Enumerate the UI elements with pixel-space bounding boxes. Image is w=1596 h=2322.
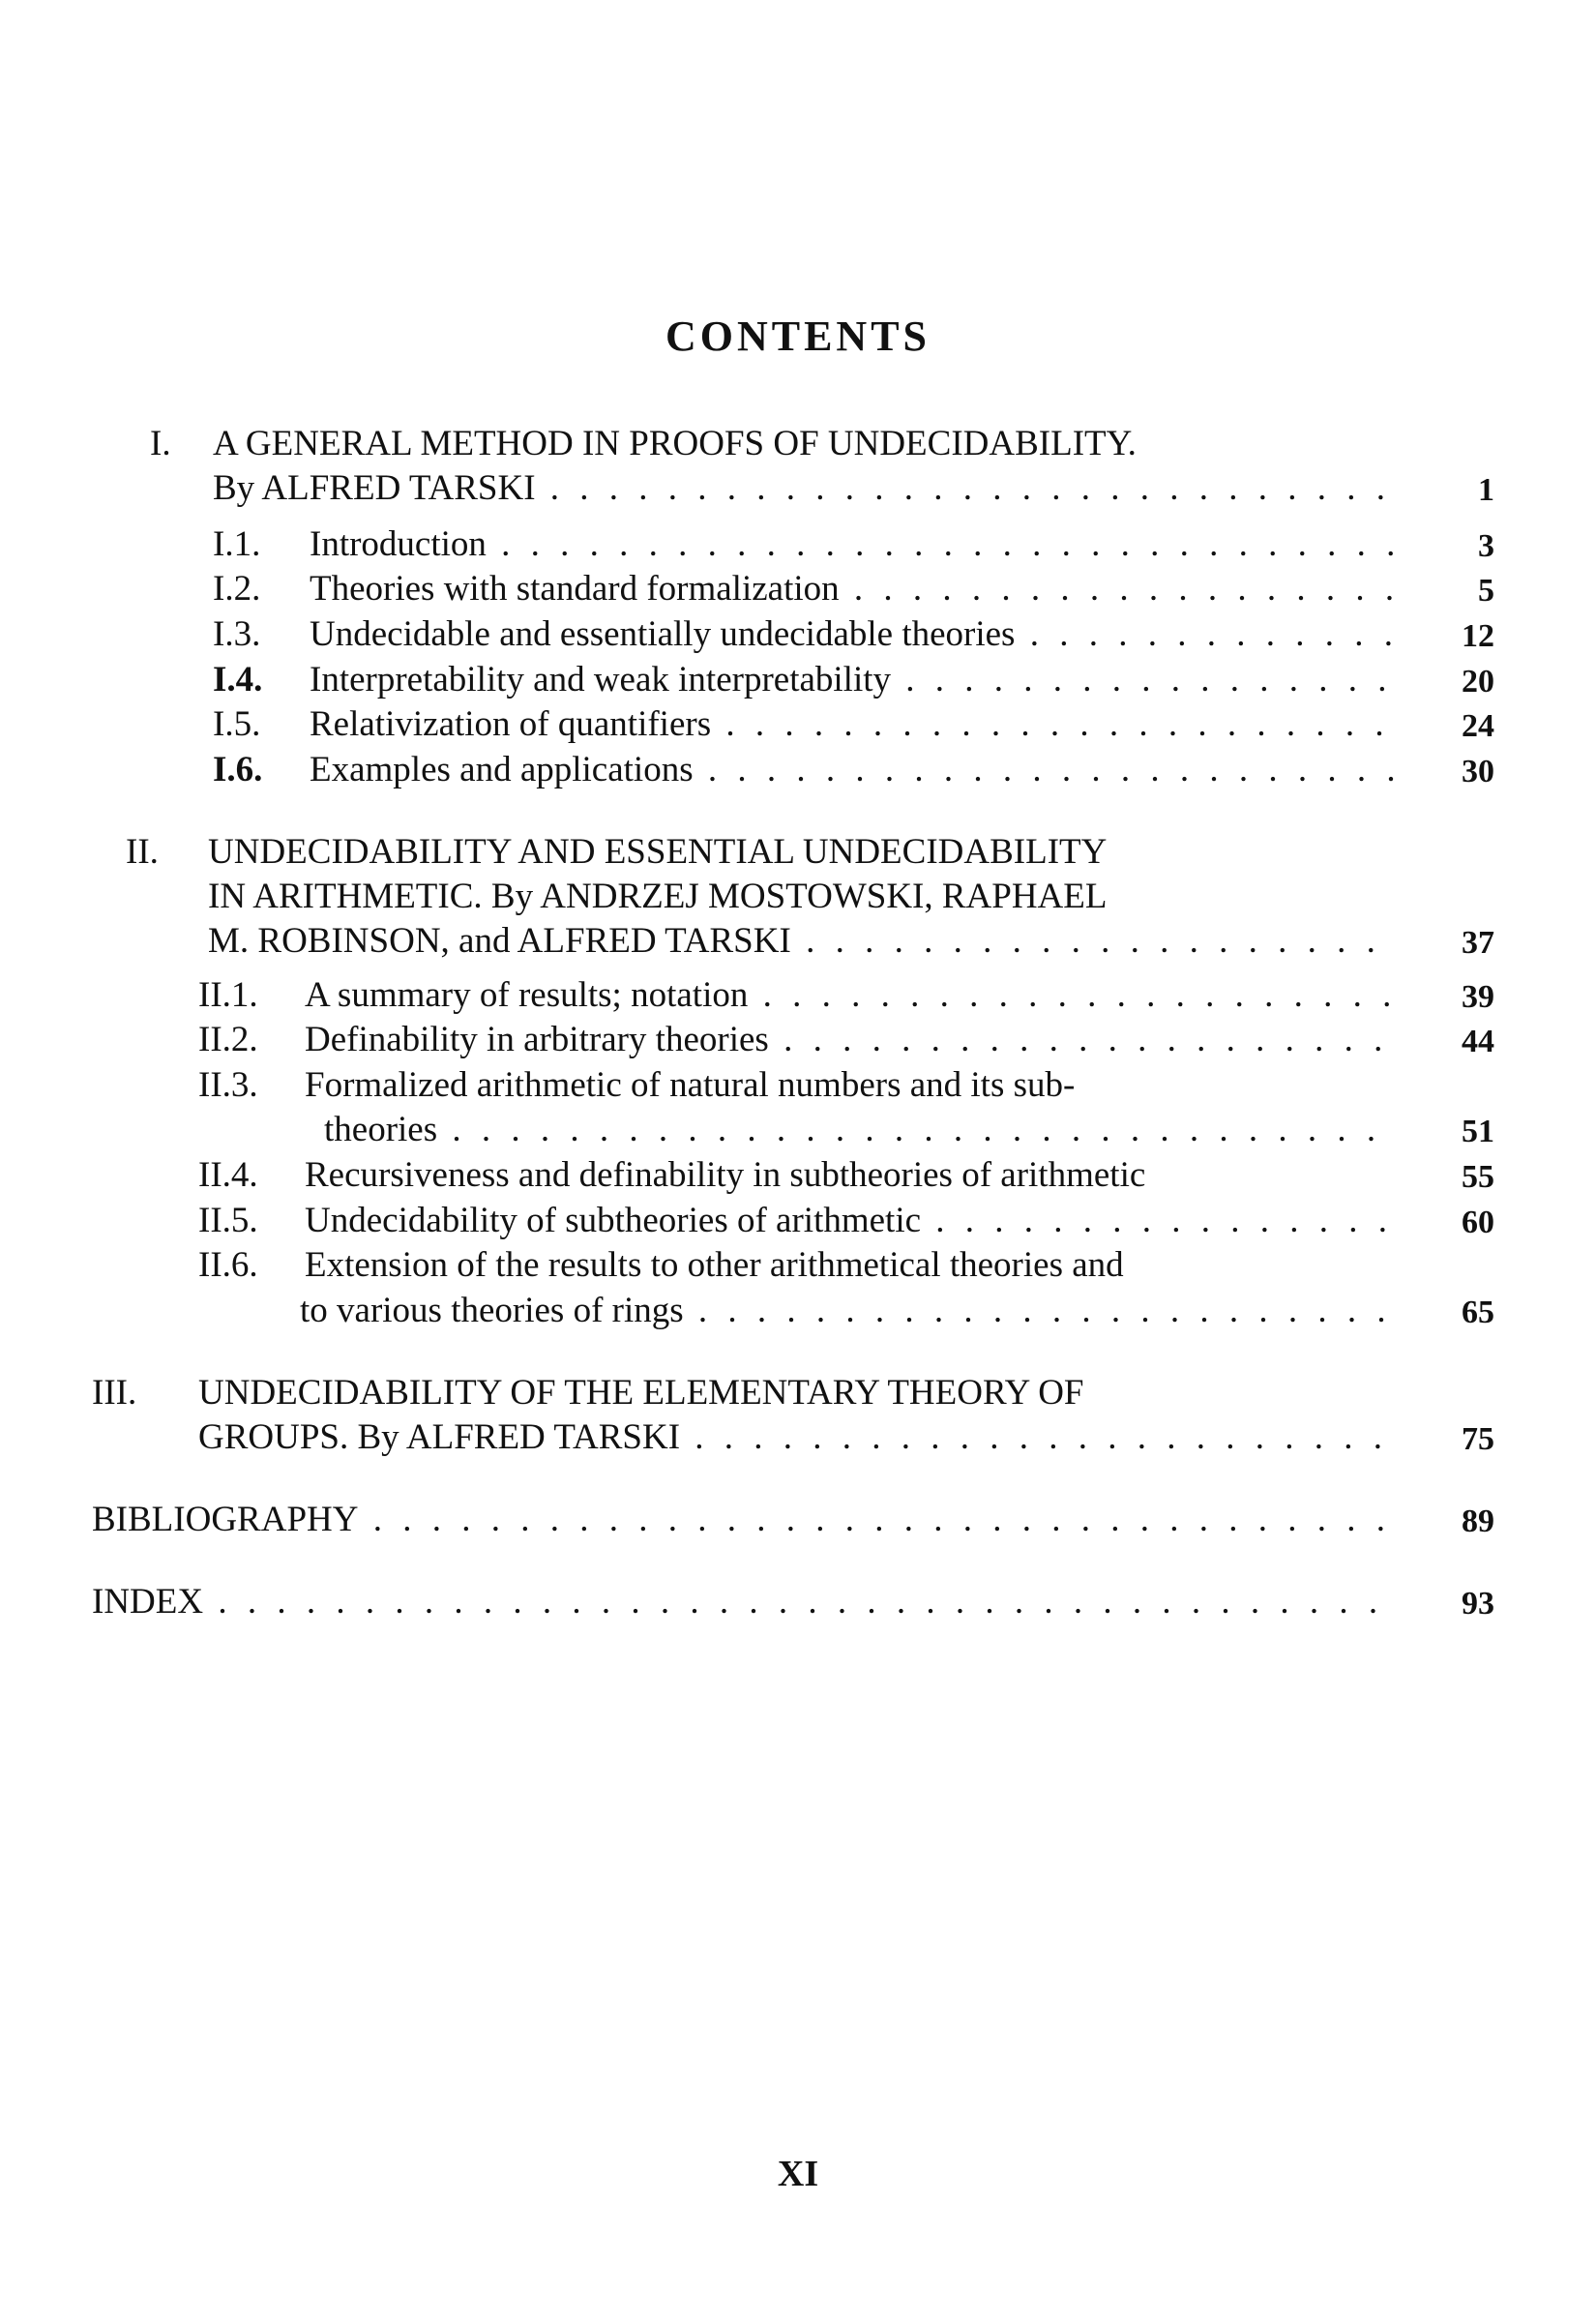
item-number: I.2. [213,569,261,609]
item-number: II.3. [198,1065,258,1105]
toc-item: Formalized arithmetic of natural numbers and its sub- [305,1065,1076,1105]
toc-item-continued: theories . . . [324,1108,1398,1152]
item-page: 51 [1462,1114,1494,1149]
section-heading-3-line-2: GROUPS. By ALFRED TARSKI . . . [198,1415,1398,1460]
page-number-footer: XI [777,2154,819,2194]
toc-item: Undecidable and essentially undecidable theories . . . [310,612,1398,657]
toc-item-continued: to various theories of rings . . . [300,1289,1398,1333]
section-heading-2-line-3: M. ROBINSON, and ALFRED TARSKI . . . [208,919,1398,964]
toc-item: Extension of the results to other arithmetical theories and [305,1245,1124,1285]
toc-item: Recursiveness and definability in subtheories of arithmetic [305,1155,1146,1195]
item-page: 39 [1462,979,1494,1015]
item-page: 20 [1462,664,1494,700]
section-heading-2-line-2: IN ARITHMETIC. By ANDRZEJ MOSTOWSKI, RAPHAEL [208,877,1108,916]
item-page: 65 [1462,1295,1494,1330]
section-heading-3-line-1: UNDECIDABILITY OF THE ELEMENTARY THEORY OF [198,1373,1084,1413]
toc-item: Theories with standard formalization . . . [310,567,1398,611]
toc-item: Relativization of quantifiers . . . [310,702,1398,747]
item-page: 44 [1462,1024,1494,1059]
section-page-3: 75 [1462,1421,1494,1457]
section-numeral-1: I. [150,424,171,463]
item-number: I.1. [213,524,261,564]
section-page-2: 37 [1462,925,1494,961]
item-number: I.3. [213,614,261,654]
item-page: 3 [1478,528,1494,564]
item-number: I.6. [213,750,263,789]
section-numeral-2: II. [126,832,159,872]
index-entry: INDEX . . . [92,1580,1398,1624]
toc-item: Undecidability of subtheories of arithmetic . . . [305,1199,1398,1243]
bibliography-page: 89 [1462,1503,1494,1539]
section-heading-1-line-1: A GENERAL METHOD IN PROOFS OF UNDECIDABILITY. [213,424,1137,463]
toc-item: A summary of results; notation . . . [305,973,1398,1018]
section-numeral-3: III. [92,1373,137,1413]
item-number: II.5. [198,1201,258,1240]
item-page: 60 [1462,1205,1494,1240]
item-page: 12 [1462,618,1494,654]
item-page: 30 [1462,754,1494,789]
item-number: II.2. [198,1020,258,1059]
index-page: 93 [1462,1586,1494,1622]
item-page: 24 [1462,708,1494,744]
item-page: 55 [1462,1159,1494,1195]
section-page-1: 1 [1478,472,1494,508]
item-page: 5 [1478,573,1494,609]
toc-item: Examples and applications . . . [310,748,1398,792]
toc-item: Definability in arbitrary theories . . . [305,1018,1398,1062]
page-title: CONTENTS [665,313,931,360]
toc-item: Introduction . . . [310,522,1398,567]
section-heading-2-line-1: UNDECIDABILITY AND ESSENTIAL UNDECIDABILITY [208,832,1108,872]
item-number: II.6. [198,1245,258,1285]
item-number: I.4. [213,660,263,700]
item-number: II.4. [198,1155,258,1195]
bibliography-entry: BIBLIOGRAPHY . . . [92,1498,1398,1542]
section-heading-1-line-2: By ALFRED TARSKI . . . [213,466,1398,511]
item-number: I.5. [213,704,261,744]
toc-item: Interpretability and weak interpretability . . . [310,658,1398,702]
item-number: II.1. [198,975,258,1015]
